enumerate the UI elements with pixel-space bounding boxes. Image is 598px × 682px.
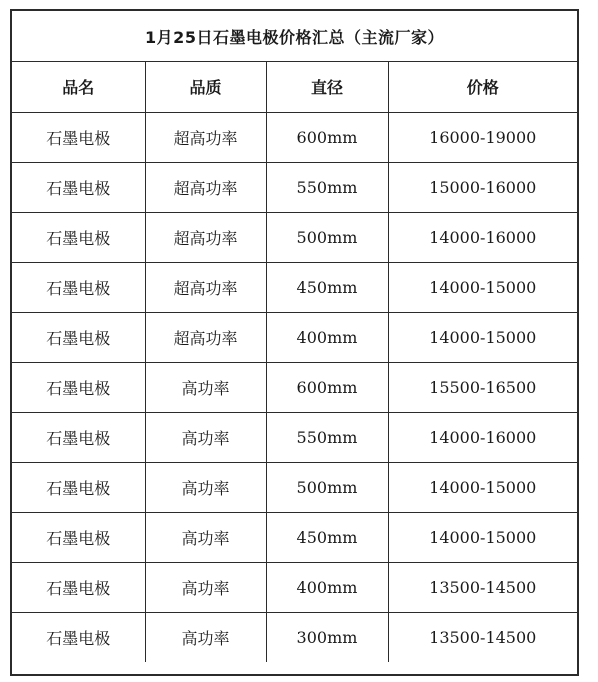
table-row <box>12 562 577 612</box>
table-row <box>12 512 577 562</box>
cell-name: 石墨电极 <box>12 262 145 312</box>
table-row <box>12 162 577 212</box>
price-table <box>12 62 577 662</box>
cell-price: 15500-16500 <box>388 362 577 412</box>
cell-name: 石墨电极 <box>12 112 145 162</box>
cell-price: 14000-16000 <box>388 412 577 462</box>
cell-name: 石墨电极 <box>12 512 145 562</box>
table-row <box>12 462 577 512</box>
cell-price: 14000-15000 <box>388 312 577 362</box>
cell-price: 15000-16000 <box>388 162 577 212</box>
table-row <box>12 262 577 312</box>
cell-grade: 超高功率 <box>145 112 266 162</box>
cell-diameter: 550mm <box>266 162 388 212</box>
cell-diameter: 600mm <box>266 112 388 162</box>
cell-grade: 高功率 <box>145 362 266 412</box>
cell-diameter: 300mm <box>266 612 388 662</box>
cell-grade: 超高功率 <box>145 312 266 362</box>
cell-price: 13500-14500 <box>388 562 577 612</box>
cell-price: 14000-16000 <box>388 212 577 262</box>
table-row <box>12 212 577 262</box>
header-row <box>12 62 577 112</box>
cell-price: 14000-15000 <box>388 262 577 312</box>
cell-price: 13500-14500 <box>388 612 577 662</box>
table-title: 1月25日石墨电极价格汇总（主流厂家） <box>12 11 577 62</box>
table-row <box>12 112 577 162</box>
header-price: 价格 <box>388 62 577 112</box>
header-diameter: 直径 <box>266 62 388 112</box>
cell-price: 14000-15000 <box>388 512 577 562</box>
cell-name: 石墨电极 <box>12 362 145 412</box>
cell-diameter: 450mm <box>266 262 388 312</box>
cell-name: 石墨电极 <box>12 162 145 212</box>
cell-diameter: 600mm <box>266 362 388 412</box>
cell-name: 石墨电极 <box>12 312 145 362</box>
cell-diameter: 400mm <box>266 562 388 612</box>
cell-grade: 高功率 <box>145 412 266 462</box>
header-name: 品名 <box>12 62 145 112</box>
table-row <box>12 612 577 662</box>
cell-name: 石墨电极 <box>12 612 145 662</box>
cell-name: 石墨电极 <box>12 462 145 512</box>
cell-grade: 超高功率 <box>145 262 266 312</box>
cell-diameter: 400mm <box>266 312 388 362</box>
cell-diameter: 500mm <box>266 462 388 512</box>
cell-price: 14000-15000 <box>388 462 577 512</box>
cell-grade: 超高功率 <box>145 162 266 212</box>
cell-name: 石墨电极 <box>12 562 145 612</box>
cell-name: 石墨电极 <box>12 412 145 462</box>
cell-grade: 高功率 <box>145 462 266 512</box>
cell-grade: 高功率 <box>145 512 266 562</box>
cell-name: 石墨电极 <box>12 212 145 262</box>
cell-diameter: 550mm <box>266 412 388 462</box>
price-summary-sheet <box>10 9 579 676</box>
table-row <box>12 412 577 462</box>
table-row <box>12 312 577 362</box>
cell-grade: 高功率 <box>145 612 266 662</box>
table-row <box>12 362 577 412</box>
cell-diameter: 500mm <box>266 212 388 262</box>
cell-grade: 超高功率 <box>145 212 266 262</box>
cell-grade: 高功率 <box>145 562 266 612</box>
cell-price: 16000-19000 <box>388 112 577 162</box>
header-grade: 品质 <box>145 62 266 112</box>
cell-diameter: 450mm <box>266 512 388 562</box>
